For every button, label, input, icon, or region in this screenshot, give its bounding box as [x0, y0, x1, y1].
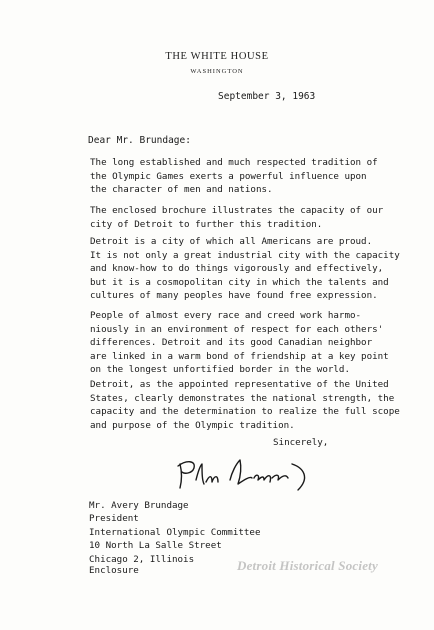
- body-paragraph-1: The long established and much respected tradition of the Olympic Games exerts a powerful influence upon the character of men and nations.: [90, 157, 378, 196]
- letterhead-title: THE WHITE HOUSE: [165, 51, 269, 62]
- enclosure-note: Enclosure: [89, 565, 139, 576]
- body-paragraph-4: People of almost every race and creed work harmo- niously in an environment of respect for each others' differences. Detroit and its good Canadian neighbor are linked in a warm bond of friendship at a key point on the longest unfortified border in the world.: [90, 310, 389, 376]
- letterhead-subtitle: WASHINGTON: [190, 68, 244, 75]
- salutation: Dear Mr. Brundage:: [88, 135, 191, 146]
- recipient-address: Mr. Avery Brundage President International Olympic Committee 10 North La Salle Street Chicago 2, Illinois: [89, 500, 261, 565]
- watermark: Detroit Historical Society: [237, 558, 378, 573]
- letter-date: September 3, 1963: [218, 91, 316, 102]
- body-paragraph-3: Detroit is a city of which all Americans are proud. It is not only a great industrial city with the capacity and know-how to do things vigorously and effectively, but it is a cosmopolitan city in which the talents and cultures of many peoples have found free expression.: [90, 236, 400, 302]
- body-paragraph-5: Detroit, as the appointed representative of the United States, clearly demonstrates the national strength, the capacity and the determination to realize the full scope and purpose of the Olympic tradition.: [90, 379, 400, 431]
- closing: Sincerely,: [273, 437, 329, 448]
- handwritten-signature-icon: [172, 450, 332, 492]
- body-paragraph-2: The enclosed brochure illustrates the capacity of our city of Detroit to further this tradition.: [90, 205, 384, 230]
